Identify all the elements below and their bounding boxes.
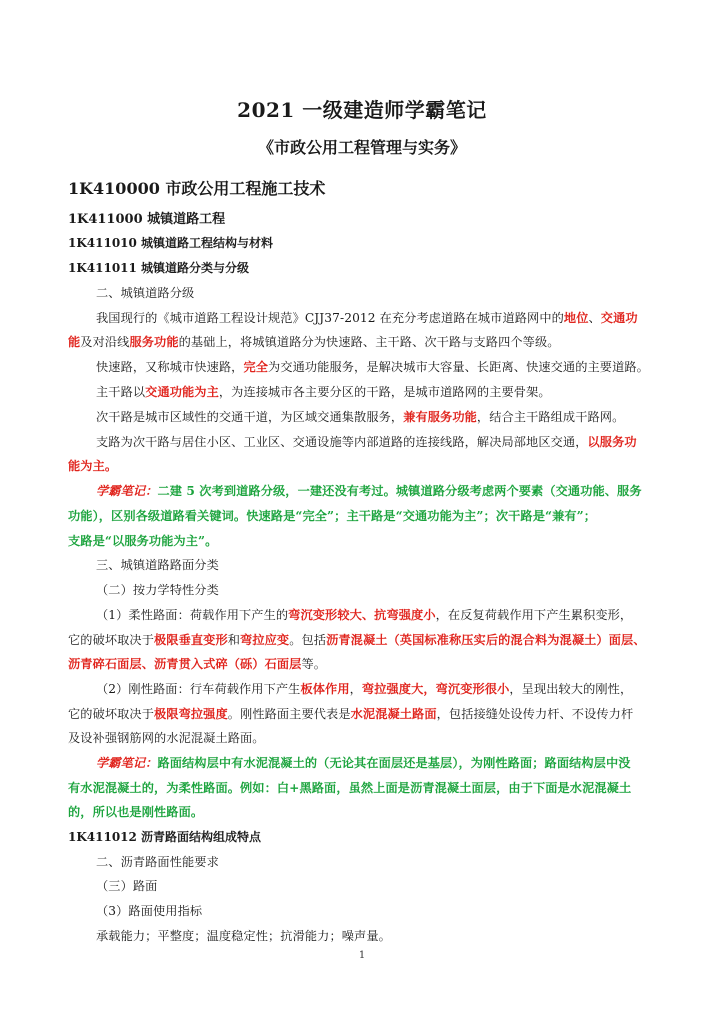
highlight: 完全 (243, 360, 269, 374)
text: 等。 (301, 657, 327, 671)
text: 它的破坏取决于 (68, 707, 155, 721)
paragraph-line (96, 383, 658, 400)
heading-level-3: 1K411010 城镇道路工程结构与材料 (68, 236, 274, 250)
note-label: 学霸笔记： (96, 756, 158, 770)
text: （1）柔性路面：荷载作用下产生的 (96, 608, 289, 622)
highlight: 沥青混凝土（英国标准称压实后的混合料为混凝土）面层、 (326, 633, 646, 647)
text: ，呈现出较大的刚性， (509, 682, 633, 696)
highlight: 兼有服务功能 (403, 410, 477, 424)
text: 及对沿线 (80, 335, 130, 349)
highlight: 极限垂直变形 (154, 633, 228, 647)
heading-level-3: 1K411012 沥青路面结构组成特点 (68, 830, 262, 844)
text: ，在反复荷载作用下产生累积变形， (435, 608, 633, 622)
text: 、 (588, 311, 601, 325)
note-text: 路面结构层中有水泥混凝土的（无论其在面层还是基层），为刚性路面；路面结构层中没 (157, 756, 631, 770)
note-text: 功能），区别各级道路看关键词。快速路是“完全”；主干路是“交通功能为主”；次干路是“兼有”； (68, 509, 597, 523)
text: （2）刚性路面：行车荷载作用下产生 (96, 682, 301, 696)
note-text: 支路是“以服务功能为主”。 (68, 534, 218, 548)
study-note (96, 482, 658, 499)
note-text: 的，所以也是刚性路面。 (68, 805, 204, 819)
paragraph-line (96, 309, 658, 326)
text: ，包括接缝处设传力杆、不设传力杆 (436, 707, 634, 721)
paragraph-line (68, 631, 658, 648)
note-text: 二建 5 次考到道路分级，一建还没有考过。城镇道路分级考虑两个要素（交通功能、服务 (157, 484, 642, 498)
highlight: 极限弯拉强度 (154, 707, 228, 721)
text: 我国现行的《城市道路工程设计规范》CJJ37-2012 在充分考虑道路在城市道路网中的 (96, 311, 564, 325)
paragraph-line (96, 606, 658, 623)
text: 。刚性路面主要代表是 (227, 707, 351, 721)
paragraph-line: 承载能力；平整度；温度稳定性；抗滑能力；噪声量。 (96, 929, 391, 943)
document-title: 2021 一级建造师学霸笔记 (237, 98, 487, 122)
highlight: 能为主。 (68, 459, 118, 473)
heading-level-1: 1K410000 市政公用工程施工技术 (68, 179, 326, 198)
text: 它的破坏取决于 (68, 633, 155, 647)
text: 主干路以 (96, 385, 146, 399)
paragraph-line (68, 333, 658, 350)
note-text: 有水泥混凝土的，为柔性路面。例如：白+黑路面，虽然上面是沥青混凝土面层，由于下面是水泥混凝土 (68, 781, 632, 795)
highlight: 弯拉应变 (240, 633, 290, 647)
highlight: 板体作用 (300, 682, 350, 696)
text: ，结合主干路组成干路网。 (476, 410, 625, 424)
subsection-heading: （二）按力学特性分类 (96, 583, 219, 597)
text: 支路为次干路与居住小区、工业区、交通设施等内部道路的连接线路，解决局部地区交通， (96, 435, 588, 449)
highlight: 弯拉强度大，弯沉变形很小 (361, 682, 510, 696)
study-note (96, 754, 658, 771)
highlight: 以服务功 (587, 435, 637, 449)
subsection-heading: （3）路面使用指标 (96, 904, 203, 918)
heading-level-2: 1K411000 城镇道路工程 (68, 212, 226, 227)
section-heading: 二、城镇道路分级 (96, 286, 195, 300)
note-label: 学霸笔记： (96, 484, 158, 498)
text: ， (349, 682, 362, 696)
section-heading: 三、城镇道路路面分类 (96, 558, 219, 572)
paragraph-line (68, 655, 658, 672)
highlight: 交通功能为主 (145, 385, 219, 399)
section-heading: 二、沥青路面性能要求 (96, 855, 219, 869)
highlight: 服务功能 (129, 335, 179, 349)
paragraph-line (68, 457, 658, 474)
highlight: 地位 (563, 311, 589, 325)
paragraph-line (96, 433, 658, 450)
highlight: 沥青碎石面层、沥青贯入式碎（砾）石面层 (68, 657, 302, 671)
page-number: 1 (358, 950, 366, 961)
text: 。包括 (289, 633, 327, 647)
text: 快速路，又称城市快速路， (96, 360, 244, 374)
paragraph-line (96, 680, 658, 697)
text: ，为连接城市各主要分区的干路，是城市道路网的主要骨架。 (218, 385, 551, 399)
subsection-heading: （三）路面 (96, 879, 158, 893)
paragraph-line: 及设补强钢筋网的水泥混凝土路面。 (68, 731, 265, 745)
highlight: 弯沉变形较大、抗弯强度小 (288, 608, 436, 622)
highlight: 交通功 (600, 311, 638, 325)
paragraph-line (96, 408, 658, 425)
document-subtitle: 《市政公用工程管理与实务》 (257, 138, 466, 157)
text: 为交通功能服务，是解决城市大容量、长距离、快速交通的主要道路。 (268, 360, 649, 374)
heading-level-3: 1K411011 城镇道路分类与分级 (68, 261, 250, 275)
text: 的基础上，将城镇道路分为快速路、主干路、次干路与支路四个等级。 (178, 335, 560, 349)
text: 和 (227, 633, 241, 647)
text: 次干路是城市区域性的交通干道，为区域交通集散服务， (96, 410, 404, 424)
paragraph-line (68, 705, 658, 722)
paragraph-line (96, 358, 658, 375)
highlight: 水泥混凝土路面 (350, 707, 437, 721)
highlight: 能 (68, 335, 81, 349)
